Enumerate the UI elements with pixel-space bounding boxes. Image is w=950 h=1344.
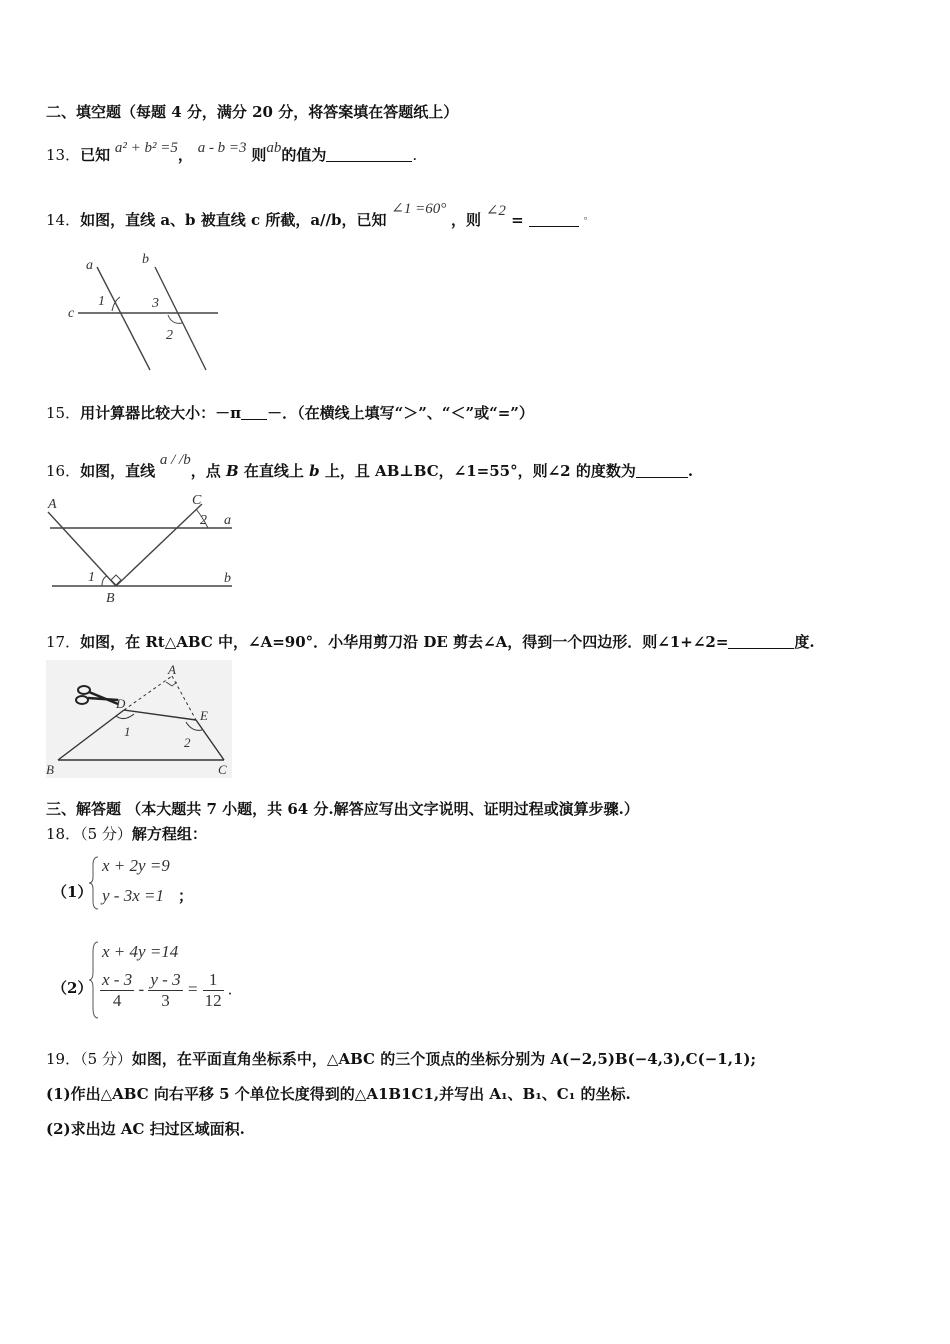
frac2-den: 3 xyxy=(161,991,170,1010)
q13-expr: ab xyxy=(266,140,282,156)
line-b xyxy=(155,267,206,370)
q17-number: 17． xyxy=(46,633,81,651)
q17-text: 如图，在 Rt△ABC 中，∠A=90°．小华用剪刀沿 DE 剪去∠A，得到一个四边形．则∠1+∠2= xyxy=(80,633,729,651)
q14-given: ∠1 =60° xyxy=(391,201,447,217)
label-3: 3 xyxy=(152,296,159,311)
q16-end: . xyxy=(687,462,694,480)
label-b: b xyxy=(224,571,231,586)
fraction-1 xyxy=(100,970,134,1011)
q13-answer-blank[interactable] xyxy=(326,147,412,162)
frac1-den: 4 xyxy=(112,991,122,1010)
q14-ask: ∠2 xyxy=(485,203,506,219)
label-2: 2 xyxy=(200,513,207,528)
question-19 xyxy=(46,1049,756,1069)
q18-part2-label: （2） xyxy=(52,979,93,997)
q16-figure xyxy=(40,490,240,605)
q18-p2-eq2 xyxy=(100,970,232,1011)
q18-p2-end: . xyxy=(227,979,233,999)
q19-text: 如图，在平面直角坐标系中，△ABC 的三个顶点的坐标分别为 A(−2,5)B(−4,3),C(−1,1); xyxy=(131,1050,757,1068)
q16-point-b: B xyxy=(225,462,239,480)
q18-p1-brace xyxy=(88,855,100,911)
q19-score: （5 分） xyxy=(80,1050,132,1068)
q18-number: 18． xyxy=(46,825,81,843)
q13-pre: 已知 xyxy=(80,146,111,164)
q18-p1-eq1: x + 2y =9 xyxy=(102,856,170,875)
q19-part2: (2)求出边 AC 扫过区域面积. xyxy=(46,1120,245,1138)
label-1: 1 xyxy=(88,570,95,585)
q18-text: 解方程组： xyxy=(131,825,207,843)
q18-p1-end: ； xyxy=(178,887,194,905)
q15-number: 15． xyxy=(46,404,81,422)
label-a: a xyxy=(224,513,231,528)
q14-end: 。 xyxy=(583,211,594,222)
q19-number: 19． xyxy=(46,1050,81,1068)
q16-given: a / /b xyxy=(159,452,191,468)
q14-eq: = xyxy=(505,211,529,229)
q18-p2-eq1: x + 4y =14 xyxy=(102,942,179,961)
frac3-den: 12 xyxy=(204,991,222,1010)
segment-bc xyxy=(116,504,202,586)
q14-figure xyxy=(60,245,230,375)
q18-p1-eq2: y - 3x =1 xyxy=(102,886,164,905)
q18-part1-label: （1） xyxy=(52,883,93,901)
label-b: b xyxy=(142,252,149,267)
q14-text: 如图，直线 a、b 被直线 c 所截，a//b，已知 xyxy=(80,211,387,229)
label-A: A xyxy=(48,497,57,512)
q16-text2: 在直线上 xyxy=(238,462,310,480)
q18-p2-brace xyxy=(88,940,100,1020)
q13-end: . xyxy=(412,146,418,164)
angle-1-arc xyxy=(102,576,107,586)
label-C: C xyxy=(192,493,202,508)
section-3-heading: 三、解答题 （本大题共 7 小题，共 64 分.解答应写出文字说明、证明过程或演算步骤.） xyxy=(46,800,639,818)
label-C: C xyxy=(218,762,227,777)
question-13 xyxy=(46,138,417,165)
label-D: D xyxy=(116,696,126,711)
q13-comma: ， xyxy=(177,146,193,164)
question-18 xyxy=(46,824,207,844)
q16-text3: 上，且 AB⊥BC，∠1=55°，则∠2 的度数为 xyxy=(319,462,636,480)
label-1: 1 xyxy=(124,724,131,739)
segment-ab xyxy=(48,512,116,586)
label-2: 2 xyxy=(184,735,191,750)
label-B: B xyxy=(46,762,54,777)
q16-answer-blank[interactable] xyxy=(636,463,688,478)
q17-answer-blank[interactable] xyxy=(728,634,794,649)
line-a xyxy=(97,267,150,370)
label-1: 1 xyxy=(98,294,105,309)
minus-sign: - xyxy=(138,979,145,999)
question-14 xyxy=(46,199,594,230)
frac3-num: 1 xyxy=(203,970,224,991)
q13-eq2: a - b =3 xyxy=(197,140,247,156)
q17-end: 度. xyxy=(794,633,815,651)
q13-eq1: a² + b² =5 xyxy=(114,140,178,156)
q16-number: 16． xyxy=(46,462,81,480)
q14-mid: ，则 xyxy=(451,211,482,229)
q13-number: 13． xyxy=(46,146,81,164)
q17-figure xyxy=(46,660,232,780)
fraction-2 xyxy=(148,970,182,1011)
frac2-num: y - 3 xyxy=(150,970,181,989)
label-B: B xyxy=(106,591,115,605)
section-2-heading: 二、填空题（每题 4 分，满分 20 分，将答案填在答题纸上） xyxy=(46,103,459,121)
q16-pre: 如图，直线 xyxy=(80,462,156,480)
q15-answer-blank[interactable] xyxy=(241,405,267,420)
label-E: E xyxy=(200,708,208,723)
label-A: A xyxy=(168,662,176,677)
q16-line-b: b xyxy=(309,462,320,480)
label-2: 2 xyxy=(166,328,173,343)
q18-score: （5 分） xyxy=(80,825,132,843)
question-16 xyxy=(46,450,693,481)
q15-mid: －．（在横线上填写“＞”、“＜”或“=”） xyxy=(267,404,534,422)
q19-part1: (1)作出△ABC 向右平移 5 个单位长度得到的△A1B1C1,并写出 A₁、B₁、C₁ 的坐标. xyxy=(46,1085,631,1103)
q13-post: 的值为 xyxy=(281,146,327,164)
equals-sign: = xyxy=(186,979,199,999)
q15-text: 用计算器比较大小：－π xyxy=(80,404,242,422)
q16-text1: ，点 xyxy=(190,462,226,480)
q14-number: 14． xyxy=(46,211,81,229)
label-a: a xyxy=(86,258,93,273)
question-17 xyxy=(46,632,815,652)
fraction-3 xyxy=(203,970,224,1011)
q13-mid: 则 xyxy=(251,146,267,164)
q14-answer-blank[interactable] xyxy=(529,212,579,227)
label-c: c xyxy=(68,306,75,321)
frac1-num: x - 3 xyxy=(102,970,133,989)
question-15 xyxy=(46,403,534,423)
